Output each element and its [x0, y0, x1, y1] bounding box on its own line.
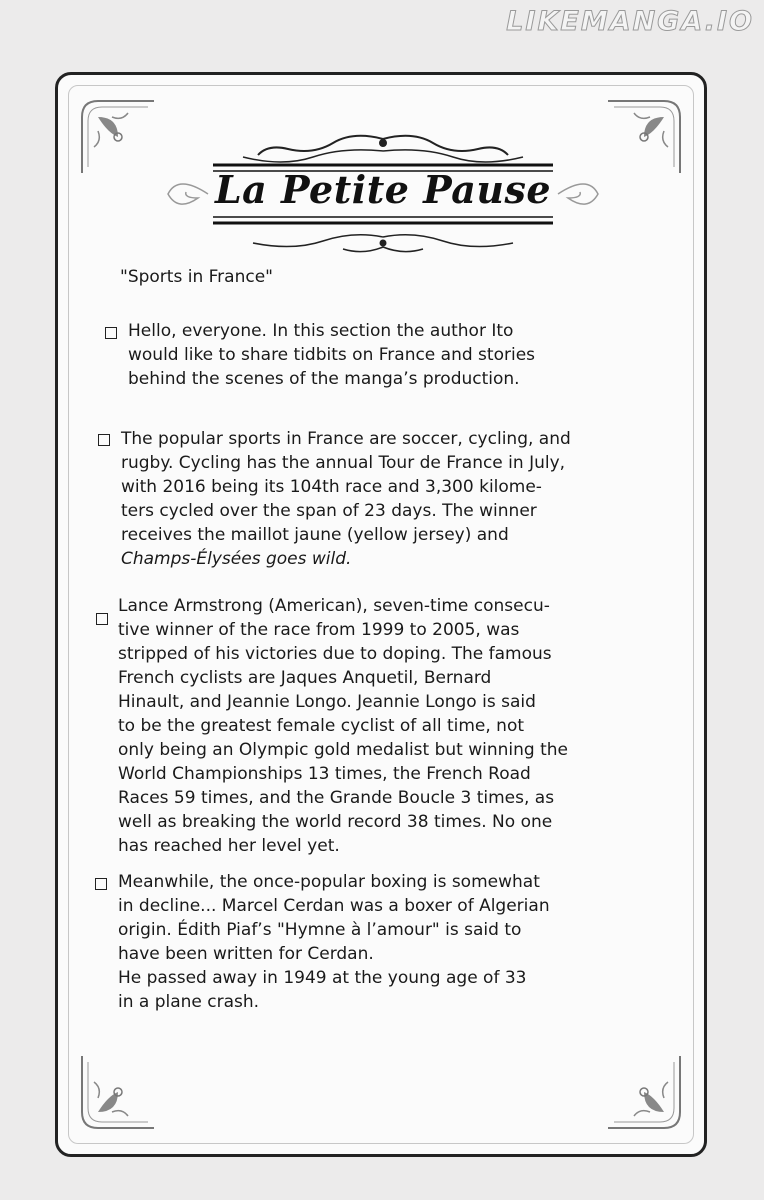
text-line: He passed away in 1949 at the young age of 33 — [118, 968, 527, 988]
text-line: Lance Armstrong (American), seven-time consecu- — [118, 596, 550, 616]
text-line: Meanwhile, the once-popular boxing is somewhat — [118, 872, 540, 892]
text-line: The popular sports in France are soccer, cycling, and — [121, 429, 571, 449]
paragraph-boxing — [118, 870, 550, 1014]
text-line: Races 59 times, and the Grande Boucle 3 times, as — [118, 788, 555, 808]
checkbox-bullet-icon — [95, 878, 107, 890]
text-line: only being an Olympic gold medalist but winning the — [118, 740, 569, 760]
text-line: tive winner of the race from 1999 to 2005, was — [118, 620, 520, 640]
text-line: has reached her level yet. — [118, 836, 340, 856]
text-line: origin. Édith Piaf’s "Hymne à l’amour" is said to — [118, 920, 522, 940]
text-line: in decline... Marcel Cerdan was a boxer of Algerian — [118, 896, 550, 916]
text-line: French cyclists are Jaques Anquetil, Bernard — [118, 668, 492, 688]
page-title: La Petite Pause — [214, 167, 552, 212]
corner-ornament-icon — [78, 97, 158, 177]
text-line: with 2016 being its 104th race and 3,300 kilome- — [121, 477, 542, 497]
text-line: stripped of his victories due to doping. The famous — [118, 644, 552, 664]
text-line: rugby. Cycling has the annual Tour de France in July, — [121, 453, 566, 473]
text-line: behind the scenes of the manga’s production. — [128, 369, 520, 389]
text-line: World Championships 13 times, the French Road — [118, 764, 531, 784]
corner-ornament-icon — [604, 1052, 684, 1132]
paragraph-cycling — [121, 427, 571, 571]
corner-ornament-icon — [604, 97, 684, 177]
checkbox-bullet-icon — [98, 434, 110, 446]
paragraph-intro — [128, 319, 535, 391]
section-subtitle: "Sports in France" — [120, 267, 273, 287]
text-line: have been written for Cerdan. — [118, 944, 374, 964]
text-line: Hinault, and Jeannie Longo. Jeannie Longo is said — [118, 692, 536, 712]
checkbox-bullet-icon — [96, 613, 108, 625]
text-line: receives the maillot jaune (yellow jersey) and — [121, 525, 509, 545]
info-card — [55, 72, 707, 1157]
text-line: well as breaking the world record 38 times. No one — [118, 812, 553, 832]
checkbox-bullet-icon — [105, 327, 117, 339]
text-line: ters cycled over the span of 23 days. The winner — [121, 501, 537, 521]
text-line: in a plane crash. — [118, 992, 260, 1012]
text-line: Hello, everyone. In this section the author Ito — [128, 321, 514, 341]
corner-ornament-icon — [78, 1052, 158, 1132]
text-line: to be the greatest female cyclist of all time, not — [118, 716, 525, 736]
site-watermark: LIKEMANGA.IO — [506, 6, 754, 37]
text-line: would like to share tidbits on France and stories — [128, 345, 536, 365]
text-line: Champs-Élysées goes wild. — [121, 549, 352, 569]
paragraph-armstrong — [118, 594, 568, 858]
